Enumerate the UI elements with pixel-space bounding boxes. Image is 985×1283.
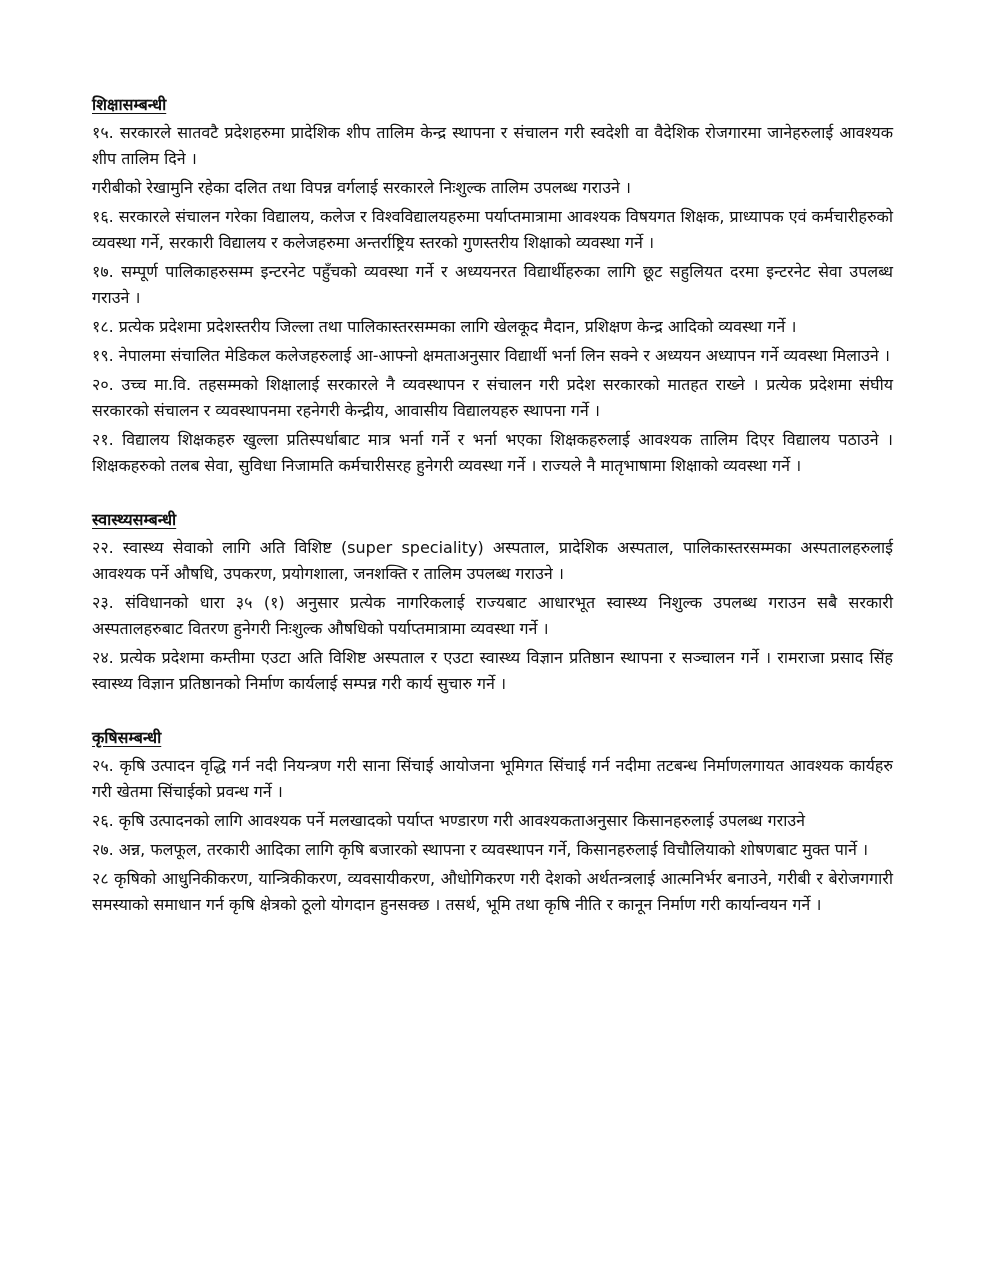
paragraph: २०. उच्च मा.वि. तहसम्मको शिक्षालाई सरकारले नै व्यवस्थापन र संचालन गरी प्रदेश सरकारको मातहत राख्ने । प्रत्येक प्रदेशमा संघीय सरकारको संचालन र व्यवस्थापनमा रहनेगरी केन्द्रीय, आवासीय विद्यालयहरु स्थापना गर्ने । — [92, 375, 893, 420]
section-agriculture — [92, 725, 893, 918]
paragraph: १७. सम्पूर्ण पालिकाहरुसम्म इन्टरनेट पहुँचको व्यवस्था गर्ने र अध्ययनरत विद्यार्थीहरुका लागि छूट सहुलियत दरमा इन्टरनेट सेवा उपलब्ध गराउने । — [92, 262, 893, 307]
paragraph: गरीबीको रेखामुनि रहेका दलित तथा विपन्न वर्गलाई सरकारले निःशुल्क तालिम उपलब्ध गराउने । — [92, 178, 632, 197]
section-health — [92, 507, 893, 697]
paragraph: २८ कृषिको आधुनिकीकरण, यान्त्रिकीकरण, व्यवसायीकरण, औधोगिकरण गरी देशको अर्थतन्त्रलाई आत्मनिर्भर बनाउने, गरीबी र बेरोजगगारी समस्याको समाधान गर्न कृषि क्षेत्रको ठूलो योगदान हुनसक्छ । तसर्थ, भूमि तथा कृषि नीति र कानून निर्माण गरी कार्यान्वयन गर्ने । — [92, 869, 893, 914]
paragraph: २३. संविधानको धारा ३५ (१) अनुसार प्रत्येक नागरिकलाई राज्यबाट आधारभूत स्वास्थ्य निशुल्क उपलब्ध गराउन सबै सरकारी अस्पतालहरुबाट वितरण हुनेगरी निःशुल्क औषधिको पर्याप्तमात्रामा व्यवस्था गर्ने । — [92, 593, 893, 638]
section-heading: कृषिसम्बन्धी — [92, 728, 162, 747]
paragraph: २५. कृषि उत्पादन वृद्धि गर्न नदी नियन्त्रण गरी साना सिंचाई आयोजना भूमिगत सिंचाई गर्न नदीमा तटबन्ध निर्माणलगायत आवश्यक कार्यहरु गरी खेतमा सिंचाईको प्रवन्ध गर्ने । — [92, 756, 893, 801]
section-heading: स्वास्थ्यसम्बन्धी — [92, 510, 177, 529]
paragraph: २६. कृषि उत्पादनको लागि आवश्यक पर्ने मलखादको पर्याप्त भण्डारण गरी आवश्यकताअनुसार किसानहरुलाई उपलब्ध गराउने — [92, 811, 805, 830]
paragraph: १८. प्रत्येक प्रदेशमा प्रदेशस्तरीय जिल्ला तथा पालिकास्तरसम्मका लागि खेलकूद मैदान, प्रशिक्षण केन्द्र आदिको व्यवस्था गर्ने । — [92, 317, 797, 336]
paragraph: १६. सरकारले संचालन गरेका विद्यालय, कलेज र विश्वविद्यालयहरुमा पर्याप्तमात्रामा आवश्यक विषयगत शिक्षक, प्राध्यापक एवं कर्मचारीहरुको व्यवस्था गर्ने, सरकारी विद्यालय र कलेजहरुमा अन्तर्राष्ट्रिय स्तरको गुणस्तरीय शिक्षाको व्यवस्था गर्ने । — [92, 207, 893, 252]
paragraph: २४. प्रत्येक प्रदेशमा कम्तीमा एउटा अति विशिष्ट अस्पताल र एउटा स्वास्थ्य विज्ञान प्रतिष्ठान स्थापना र सञ्चालन गर्ने । रामराजा प्रसाद सिंह स्वास्थ्य विज्ञान प्रतिष्ठानको निर्माण कार्यलाई सम्पन्न गरी कार्य सुचारु गर्ने । — [92, 648, 893, 693]
paragraph: २२. स्वास्थ्य सेवाको लागि अति विशिष्ट (super speciality) अस्पताल, प्रादेशिक अस्पताल, पालिकास्तरसम्मका अस्पतालहरुलाई आवश्यक पर्ने औषधि, उपकरण, प्रयोगशाला, जनशक्ति र तालिम उपलब्ध गराउने । — [92, 538, 893, 583]
paragraph: १९. नेपालमा संचालित मेडिकल कलेजहरुलाई आ-आफ्नो क्षमताअनुसार विद्यार्थी भर्ना लिन सक्ने र अध्ययन अध्यापन गर्ने व्यवस्था मिलाउने । — [92, 346, 890, 365]
paragraph: २१. विद्यालय शिक्षकहरु खुल्ला प्रतिस्पर्धाबाट मात्र भर्ना गर्ने र भर्ना भएका शिक्षकहरुलाई आवश्यक तालिम दिएर विद्यालय पठाउने । शिक्षकहरुको तलब सेवा, सुविधा निजामति कर्मचारीसरह हुनेगरी व्यवस्था गर्ने । राज्यले नै मातृभाषामा शिक्षाको व्यवस्था गर्ने । — [92, 430, 893, 475]
section-heading: शिक्षासम्बन्धी — [92, 95, 167, 114]
paragraph: २७. अन्न, फलफूल, तरकारी आदिका लागि कृषि बजारको स्थापना र व्यवस्थापन गर्ने, किसानहरुलाई विचौलियाको शोषणबाट मुक्त पार्ने । — [92, 840, 869, 859]
paragraph: १५. सरकारले सातवटै प्रदेशहरुमा प्रादेशिक शीप तालिम केन्द्र स्थापना र संचालन गरी स्वदेशी वा वैदेशिक रोजगारमा जानेहरुलाई आवश्यक शीप तालिम दिने । — [92, 123, 893, 168]
section-education — [92, 92, 893, 479]
